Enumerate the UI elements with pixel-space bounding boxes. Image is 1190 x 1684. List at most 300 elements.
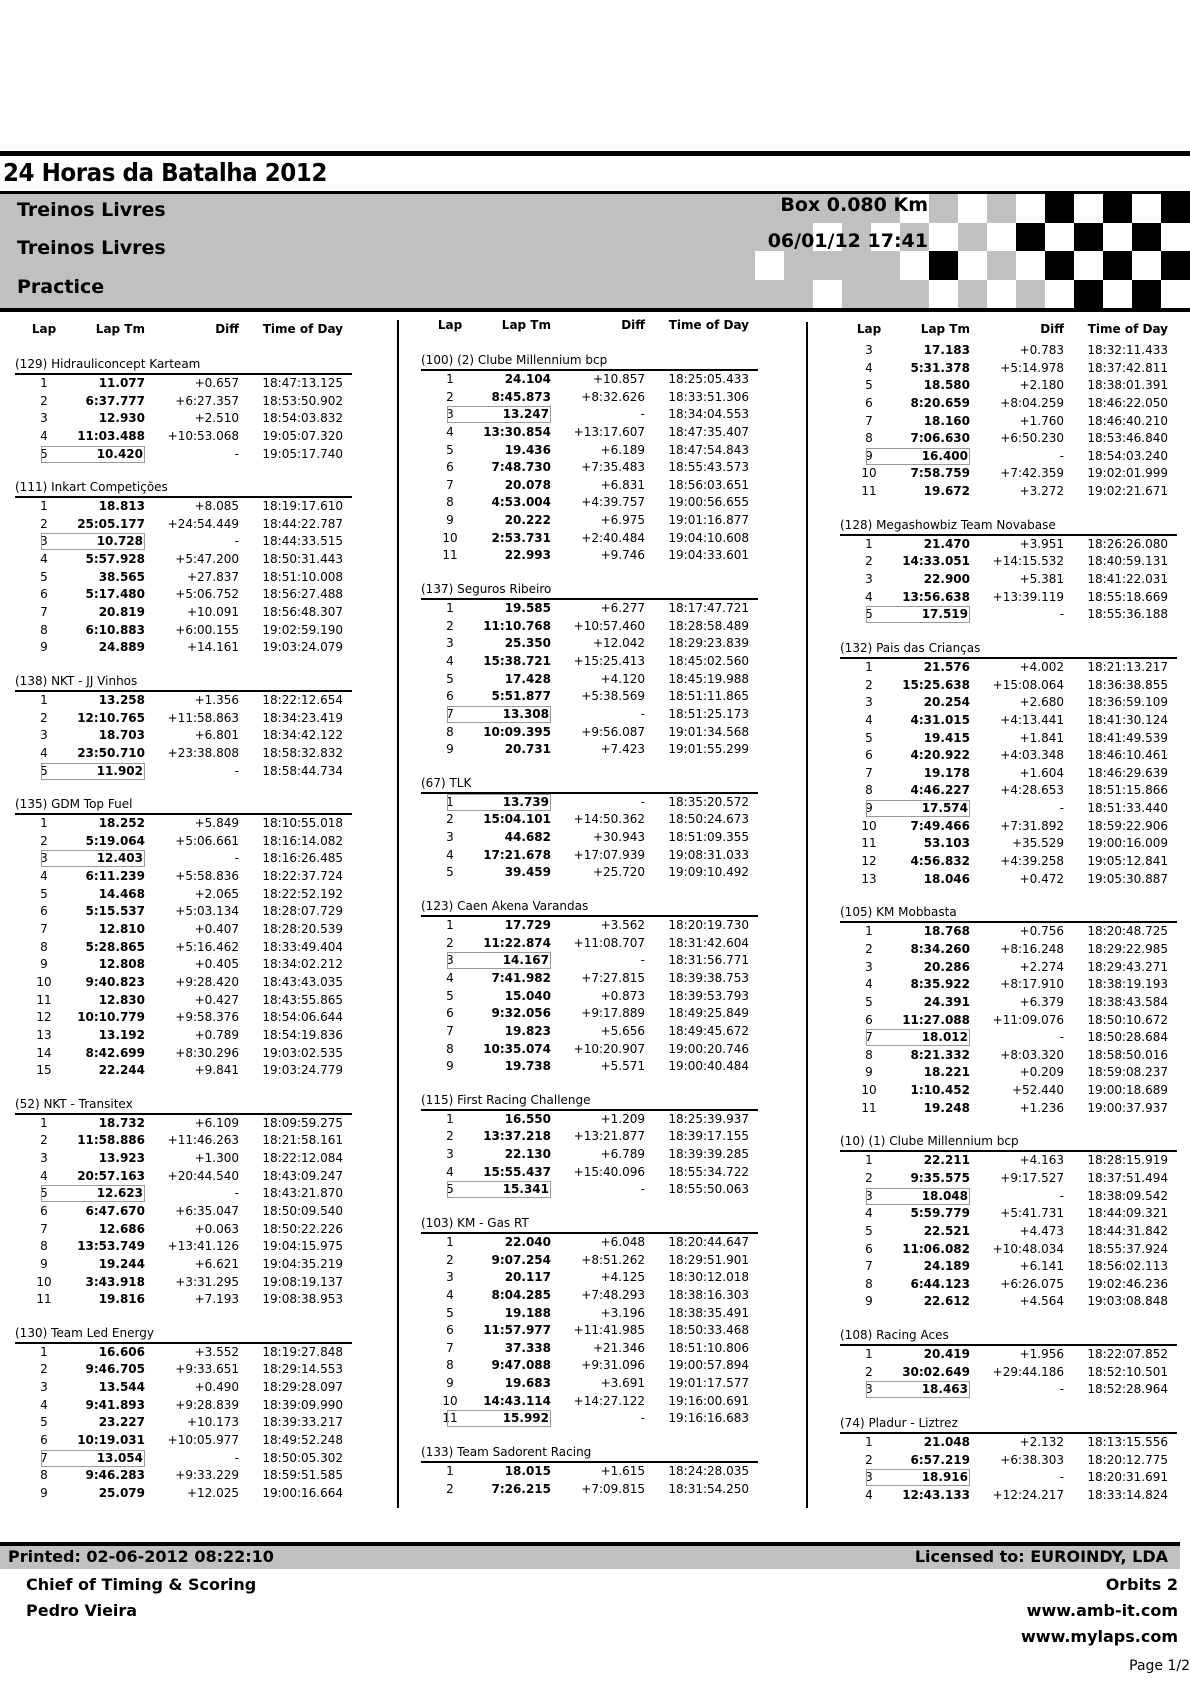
lap-diff: +6.189 [600,442,645,457]
time-of-day: 18:22:12.084 [262,1151,343,1166]
lap-time: 19.415 [923,730,970,745]
lap-number: 2 [40,516,48,531]
lap-row [421,1481,758,1499]
time-of-day: 18:34:42.122 [262,728,343,743]
lap-diff: +2:40.484 [581,530,645,545]
lap-row [840,871,1177,889]
lap-diff: +5:41.731 [1000,1206,1064,1221]
lap-time: 22.993 [504,548,551,563]
lap-time: 5:59.779 [910,1206,970,1221]
checker-square [929,251,958,280]
lap-row [840,413,1177,431]
time-of-day: 18:46:22.050 [1087,395,1168,410]
lap-row [840,1293,1177,1311]
lap-row [840,1152,1177,1170]
lap-time: 4:46.227 [910,783,970,798]
lap-diff: +5:03.134 [175,904,239,919]
lap-row [840,1064,1177,1082]
lap-row [840,782,1177,800]
lap-time: 21.470 [923,536,970,551]
lap-time: 12.930 [98,411,145,426]
lap-row [421,970,758,988]
lap-diff: +8:30.296 [175,1045,239,1060]
lap-diff: - [640,794,645,809]
best-lap-time: 13.308 [447,706,551,723]
time-of-day: 18:52:10.501 [1087,1364,1168,1379]
lap-time: 20.819 [98,605,145,620]
lap-number: 11 [36,992,52,1007]
lap-diff: +1.760 [1019,413,1064,428]
time-of-day: 18:59:08.237 [1087,1065,1168,1080]
lap-diff: +4:13.441 [1000,712,1064,727]
lap-time: 2:53.731 [491,530,551,545]
time-of-day: 18:10:55.018 [262,816,343,831]
time-of-day: 19:00:20.746 [668,1041,749,1056]
best-lap-time: 11.902 [41,763,145,780]
lap-number: 5 [40,763,48,778]
time-of-day: 18:49:52.248 [262,1433,343,1448]
lap-time: 7:48.730 [491,460,551,475]
lap-row [15,833,352,851]
lap-number: 5 [40,1186,48,1201]
lap-time: 18.732 [98,1115,145,1130]
team-title: (129) Hidrauliconcept Karteam [15,356,352,375]
team-group [840,1327,1177,1399]
lap-time: 20.078 [504,477,551,492]
session-band [0,194,1190,308]
lap-time: 19.244 [98,1256,145,1271]
lap-diff: +2.065 [194,886,239,901]
lap-number: 1 [446,372,454,386]
lap-time: 10:10.779 [77,1010,145,1025]
lap-time: 21.048 [923,1435,970,1450]
time-of-day: 18:19:17.610 [262,499,343,514]
time-of-day: 18:56:03.651 [668,477,749,492]
lap-diff: +3.552 [194,1344,239,1359]
lap-diff: +5:16.462 [175,939,239,954]
lap-number: 1 [865,659,873,674]
checker-square [1161,251,1190,280]
lap-diff: +9:56.087 [581,724,645,739]
lap-diff: +5:06.752 [175,587,239,602]
column-divider [806,322,808,1508]
lap-time: 20.419 [923,1347,970,1362]
lap-time: 6:57.219 [910,1452,970,1467]
lap-diff: +6.621 [194,1256,239,1271]
time-of-day: 19:01:17.577 [668,1376,749,1391]
lap-time: 44.682 [504,830,551,845]
lap-time: 20.117 [504,1270,551,1285]
time-of-day: 18:32:11.433 [1087,343,1168,357]
lap-diff: - [640,407,645,422]
lap-time: 18.046 [923,871,970,886]
lap-number: 12 [36,1010,52,1025]
lap-diff: +0.789 [194,1027,239,1042]
lap-diff: +12.042 [592,636,645,651]
time-of-day: 18:29:23.839 [668,636,749,651]
lap-number: 11 [861,1100,877,1115]
time-of-day: 18:16:26.485 [262,851,343,866]
lap-row [15,710,352,728]
lap-number: 2 [865,1452,873,1467]
lap-time: 8:42.699 [85,1045,145,1060]
time-of-day: 18:43:43.035 [262,974,343,989]
lap-diff: +27.837 [186,569,239,584]
lap-row [421,1181,758,1199]
lap-row [421,1128,758,1146]
time-of-day: 19:02:21.671 [1087,484,1168,499]
lap-diff: +4.564 [1019,1294,1064,1309]
lap-time: 8:04.285 [491,1287,551,1302]
time-of-day: 18:28:15.919 [1087,1153,1168,1168]
lap-row [421,706,758,724]
time-of-day: 18:55:34.722 [668,1164,749,1179]
lap-time: 14.468 [98,886,145,901]
lap-time: 9:46.705 [85,1362,145,1377]
lap-time: 23:50.710 [77,745,145,760]
printed-timestamp: Printed: 02-06-2012 08:22:10 [8,1547,274,1566]
time-of-day: 18:49:45.672 [668,1023,749,1038]
lap-time: 11:27.088 [902,1012,970,1027]
time-of-day: 18:31:56.771 [668,953,749,968]
lap-diff: +7:27.815 [581,970,645,985]
lap-diff: +11:09.076 [992,1012,1064,1027]
lap-time: 10:19.031 [77,1433,145,1448]
lap-number: 1 [865,924,873,939]
time-of-day: 18:50:22.226 [262,1221,343,1236]
time-of-day: 18:38:35.491 [668,1305,749,1320]
lap-time: 5:31.378 [910,360,970,375]
lap-diff: +4:39.258 [1000,854,1064,869]
time-of-day: 18:56:02.113 [1087,1259,1168,1274]
team-group [840,640,1177,888]
team-title: (132) Pais das Crianças [840,640,1177,659]
time-of-day: 18:53:50.902 [262,393,343,408]
lap-row [840,1487,1177,1505]
lap-time: 5:57.928 [85,552,145,567]
lap-row [15,1221,352,1239]
time-of-day: 19:03:08.848 [1087,1294,1168,1309]
time-of-day: 18:31:54.250 [668,1481,749,1496]
lap-diff: +12:24.217 [992,1487,1064,1502]
lap-time: 5:19.064 [85,833,145,848]
header-time-of-day: Time of Day [668,318,749,332]
time-of-day: 18:54:03.240 [1087,448,1168,463]
lap-row [421,1322,758,1340]
time-of-day: 19:08:38.953 [262,1292,343,1307]
header-time-of-day: Time of Day [262,322,343,336]
time-of-day: 18:25:39.937 [668,1111,749,1126]
lap-number: 2 [40,833,48,848]
time-of-day: 18:39:38.753 [668,970,749,985]
lap-number: 8 [446,495,454,510]
checker-square [1016,223,1045,252]
lap-number: 1 [865,1435,873,1450]
lap-number: 4 [865,977,873,992]
lap-number: 2 [446,1129,454,1144]
lap-diff: +0.063 [194,1221,239,1236]
lap-row [840,959,1177,977]
time-of-day: 18:33:14.824 [1087,1487,1168,1502]
best-lap-time: 18.916 [866,1469,970,1486]
lap-diff: +24:54.449 [167,516,239,531]
lap-number: 5 [40,569,48,584]
lap-time: 8:21.332 [910,1047,970,1062]
lap-row [840,377,1177,395]
lap-number: 4 [865,1487,873,1502]
lap-time: 22.040 [504,1234,551,1249]
lap-row [421,459,758,477]
time-of-day: 18:44:33.515 [262,534,343,549]
lap-row [421,847,758,865]
header-time-of-day: Time of Day [1087,322,1168,336]
time-of-day: 19:01:34.568 [668,724,749,739]
time-of-day: 19:00:37.937 [1087,1100,1168,1115]
lap-row [421,1287,758,1305]
time-of-day: 19:00:40.484 [668,1059,749,1074]
lap-number: 7 [446,1340,454,1355]
lap-diff: +8:17.910 [1000,977,1064,992]
lap-row [421,671,758,689]
time-of-day: 18:41:49.539 [1087,730,1168,745]
time-of-day: 19:16:16.683 [668,1411,749,1426]
team-title: (138) NKT - JJ Vinhos [15,673,352,692]
lap-row [421,811,758,829]
lap-row [15,533,352,551]
lap-row [15,1168,352,1186]
lap-row [840,1381,1177,1399]
lap-number: 8 [446,1041,454,1056]
team-title: (67) TLK [421,775,758,794]
lap-number: 8 [40,622,48,637]
checker-square [1045,280,1074,309]
lap-row [421,424,758,442]
lap-time: 20.731 [504,742,551,757]
lap-diff: +0.427 [194,992,239,1007]
checker-square [1074,223,1103,252]
lap-diff: +7:09.815 [581,1481,645,1496]
lap-row [15,1132,352,1150]
lap-row [840,1205,1177,1223]
team-title: (115) First Racing Challenge [421,1092,758,1111]
lap-row [15,1238,352,1256]
time-of-day: 18:22:12.654 [262,692,343,707]
lap-row [15,1467,352,1485]
time-of-day: 18:51:10.008 [262,569,343,584]
link-mylaps[interactable]: www.mylaps.com [1021,1627,1178,1646]
lap-diff: +10.091 [186,605,239,620]
lap-number: 9 [40,957,48,972]
lap-number: 1 [40,1115,48,1130]
lap-time: 6:47.670 [85,1203,145,1218]
lap-diff: +0.783 [1019,343,1064,357]
lap-time: 18.813 [98,499,145,514]
lap-row [421,1375,758,1393]
lap-diff: - [234,1186,239,1201]
lap-number: 9 [40,1485,48,1500]
lap-number: 2 [446,1481,454,1496]
lap-time: 9:35.575 [910,1170,970,1185]
time-of-day: 19:00:56.655 [668,495,749,510]
lap-time: 8:34.260 [910,941,970,956]
lap-diff: +0.873 [600,988,645,1003]
lap-number: 2 [865,941,873,956]
time-of-day: 19:05:07.320 [262,428,343,443]
checker-square [1045,194,1074,223]
lap-time: 19.585 [504,601,551,616]
lap-time: 22.900 [923,572,970,587]
time-of-day: 18:31:42.604 [668,935,749,950]
lap-time: 11:10.768 [483,618,551,633]
lap-row [421,389,758,407]
team-group [15,479,352,657]
time-of-day: 18:52:28.964 [1087,1382,1168,1397]
lap-diff: - [1059,1470,1064,1485]
lap-time: 22.244 [98,1063,145,1078]
lap-diff: +30.943 [592,830,645,845]
time-of-day: 18:20:44.647 [668,1234,749,1249]
lap-row [840,1082,1177,1100]
time-of-day: 19:01:16.877 [668,513,749,528]
checker-square [1161,280,1190,309]
link-amb-it[interactable]: www.amb-it.com [1026,1601,1178,1620]
lap-row [840,465,1177,483]
lap-diff: +2.274 [1019,959,1064,974]
lap-number: 4 [446,1164,454,1179]
lap-row [15,1414,352,1432]
team-group [840,1415,1177,1505]
lap-diff: - [234,446,239,461]
lap-number: 1 [40,1344,48,1359]
results-column-1 [15,318,352,1503]
lap-number: 3 [865,695,873,710]
lap-diff: +0.472 [1019,871,1064,886]
lap-time: 19.738 [504,1059,551,1074]
lap-time: 53.103 [923,836,970,851]
lap-time: 25:05.177 [77,516,145,531]
lap-number: 3 [446,636,454,651]
band-bottom-rule [0,308,1190,312]
time-of-day: 18:55:43.573 [668,460,749,475]
header-diff: Diff [1040,322,1064,336]
lap-diff: +10:48.034 [992,1241,1064,1256]
lap-diff: +4:39.757 [581,495,645,510]
lap-number: 3 [40,411,48,426]
lap-diff: +11:58.863 [167,710,239,725]
lap-number: 4 [865,1206,873,1221]
lap-time: 30:02.649 [902,1364,970,1379]
lap-number: 2 [446,935,454,950]
lap-diff: - [1059,448,1064,463]
lap-number: 9 [865,1065,873,1080]
checker-square [1103,251,1132,280]
lap-number: 4 [40,1168,48,1183]
checker-square [958,194,987,223]
lap-diff: +29:44.186 [992,1364,1064,1379]
lap-diff: +4:03.348 [1000,748,1064,763]
lap-row [15,1256,352,1274]
lap-time: 7:41.982 [491,970,551,985]
lap-time: 20.254 [923,695,970,710]
lap-time: 18.015 [504,1464,551,1479]
best-lap-time: 18.463 [866,1381,970,1398]
lap-time: 17.183 [923,343,970,357]
lap-row [421,1305,758,1323]
time-of-day: 18:38:01.391 [1087,378,1168,393]
lap-time: 18.768 [923,924,970,939]
checker-square [1074,194,1103,223]
lap-number: 2 [40,393,48,408]
lap-number: 9 [865,1294,873,1309]
lap-row [421,494,758,512]
time-of-day: 18:16:14.082 [262,833,343,848]
lap-diff: +14.161 [186,640,239,655]
time-of-day: 18:50:09.540 [262,1203,343,1218]
lap-number: 9 [446,742,454,757]
time-of-day: 18:20:31.691 [1087,1470,1168,1485]
lap-row [840,1170,1177,1188]
lap-time: 16.606 [98,1344,145,1359]
checker-square [1045,223,1074,252]
time-of-day: 18:09:59.275 [262,1115,343,1130]
checker-square [1132,223,1161,252]
lap-diff: +6.379 [1019,994,1064,1009]
lap-number: 7 [446,706,454,721]
lap-row [421,1463,758,1481]
lap-row [421,794,758,812]
lap-row [421,1023,758,1041]
header-diff: Diff [215,322,239,336]
session-type: Practice [17,276,105,298]
best-lap-time: 13.054 [41,1450,145,1467]
lap-diff: +0.405 [194,957,239,972]
lap-row [840,1469,1177,1487]
team-title: (137) Seguros Ribeiro [421,581,758,600]
team-group [421,581,758,759]
lap-number: 12 [861,854,877,869]
lap-row [15,850,352,868]
time-of-day: 18:33:51.306 [668,389,749,404]
lap-row [840,1012,1177,1030]
lap-row [421,1252,758,1270]
time-of-day: 19:16:00.691 [668,1393,749,1408]
lap-time: 15:04.101 [483,812,551,827]
time-of-day: 18:54:19.836 [262,1027,343,1042]
lap-row [15,586,352,604]
lap-row [840,571,1177,589]
lap-row [840,1241,1177,1259]
time-of-day: 18:59:22.906 [1087,818,1168,833]
time-of-day: 18:50:05.302 [262,1450,343,1465]
lap-row [421,1269,758,1287]
lap-diff: +15:40.096 [573,1164,645,1179]
time-of-day: 18:58:44.734 [262,763,343,778]
team-group [421,352,758,565]
lap-number: 3 [446,407,454,422]
lap-diff: +2.680 [1019,695,1064,710]
lap-row [15,393,352,411]
lap-number: 6 [865,1241,873,1256]
lap-diff: +25.720 [592,865,645,880]
lap-time: 4:56.832 [910,854,970,869]
lap-number: 6 [40,587,48,602]
time-of-day: 18:29:51.901 [668,1252,749,1267]
lap-row [840,1188,1177,1206]
team-title: (128) Megashowbiz Team Novabase [840,517,1177,536]
time-of-day: 18:29:22.985 [1087,941,1168,956]
column-header-row [840,318,1177,340]
lap-diff: +9:33.229 [175,1468,239,1483]
